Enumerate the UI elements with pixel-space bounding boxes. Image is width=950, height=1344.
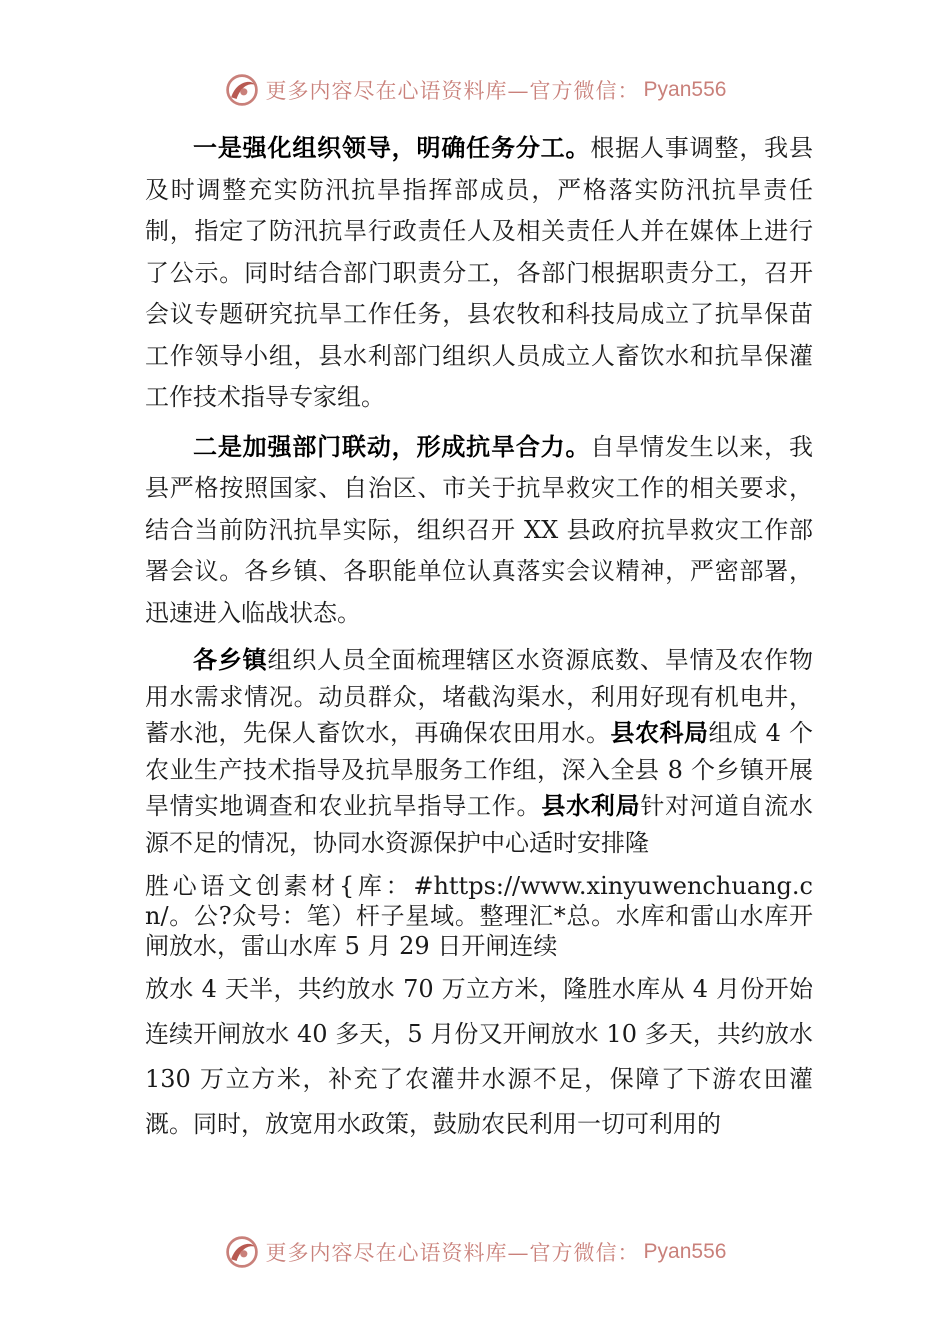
paragraph-text: 放水 4 天半，共约放水 70 万立方米，隆胜水库从 4 月份开始连续开闸放水 40 多天，5 月份又开闸放水 10 多天，共约放水 130 万立方米，补充了农灌井水源不足，保障了下游农田灌溉。同时，放宽用水政策，鼓励农民利用一切可利用的 bbox=[145, 975, 813, 1138]
highlight-term: 县水利局 bbox=[541, 792, 641, 820]
paragraph-text: 组成 4 个农业生产技术指导及抗旱服务工作组，深入全县 8 个乡镇开展旱情实地调查和农业抗旱指导工作。 bbox=[145, 719, 814, 820]
paragraph-text: 根据人事调整，我县及时调整充实防汛抗旱指挥部成员，严格落实防汛抗旱责任制，指定了防汛抗旱行政责任人及相关责任人并在媒体上进行了公示。同时结合部门职责分工，各部门根据职责分工，召开会议专题研究抗旱工作任务，县农牧和科技局成立了抗旱保苗工作领导小组，县水利部门组织人员成立人畜饮水和抗旱保灌工作技术指导专家组。 bbox=[145, 134, 814, 411]
paragraph-text: 胜心语文创素材{库：#https://www.xinyuwenchuang.cn/。公?众号：笔）杆子星域。整理汇*总。水库和雷山水库开闸放水，雷山水库 5 月 29 日开闸连续 bbox=[145, 872, 813, 960]
banner-text: 更多内容尽在心语资料库—官方微信： bbox=[265, 79, 640, 103]
paragraph-heading: 二是加强部门联动，形成抗旱合力。 bbox=[193, 432, 591, 461]
paragraph-2 bbox=[145, 427, 813, 635]
footer-banner bbox=[0, 1230, 950, 1274]
swirl-logo-icon bbox=[224, 72, 260, 108]
banner-text: 更多内容尽在心语资料库—官方微信： bbox=[265, 1241, 640, 1265]
document-body bbox=[145, 128, 813, 1155]
highlight-term: 县农科局 bbox=[610, 719, 709, 747]
paragraph-heading: 一是强化组织领导，明确任务分工。 bbox=[193, 134, 591, 162]
highlight-term: 各乡镇 bbox=[193, 646, 268, 674]
paragraph-1 bbox=[145, 128, 813, 419]
wechat-id: Pyan556 bbox=[643, 78, 727, 101]
paragraph-5 bbox=[145, 967, 813, 1147]
paragraph-4 bbox=[145, 871, 813, 961]
header-banner bbox=[0, 68, 950, 112]
paragraph-3 bbox=[145, 642, 813, 861]
paragraph-text: 组织人员全面梳理辖区水资源底数、旱情及农作物用水需求情况。动员群众，堵截沟渠水，利用好现有机电井，蓄水池，先保人畜饮水，再确保农田用水。 bbox=[145, 646, 813, 747]
paragraph-text: 针对河道自流水源不足的情况，协同水资源保护中心适时安排隆 bbox=[145, 792, 814, 857]
swirl-logo-icon bbox=[224, 1234, 260, 1270]
wechat-id: Pyan556 bbox=[643, 1240, 727, 1263]
paragraph-text: 自旱情发生以来，我县严格按照国家、自治区、市关于抗旱救灾工作的相关要求，结合当前防汛抗旱实际，组织召开 XX 县政府抗旱救灾工作部署会议。各乡镇、各职能单位认真落实会议精神，严密部署，迅速进入临战状态。 bbox=[145, 432, 814, 627]
